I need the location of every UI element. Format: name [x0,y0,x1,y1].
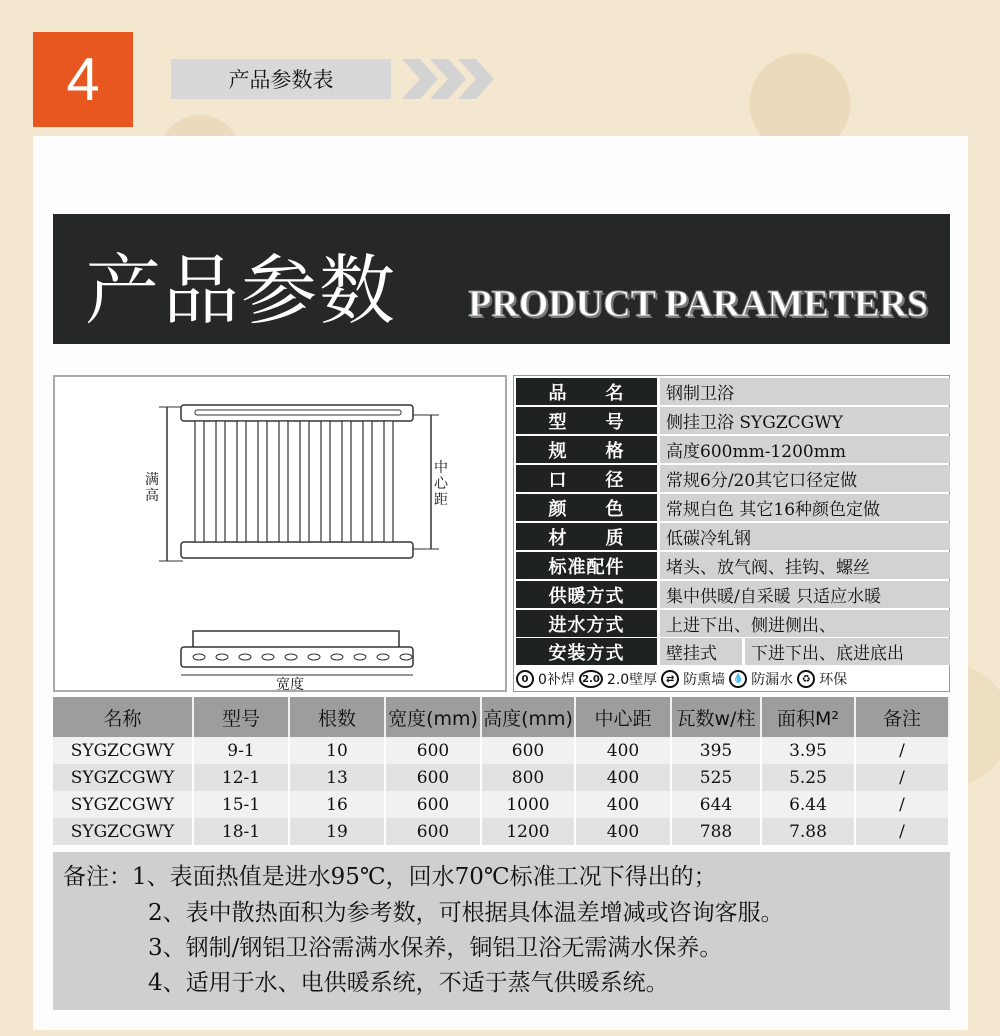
wall-thickness-icon: 2.0 [579,670,603,688]
table-cell: 395 [672,737,762,764]
table-cell: 19 [290,818,386,845]
table-cell: 600 [482,737,576,764]
spec-val-install-b: 下进下出、底进底出 [745,638,950,665]
table-cell: 600 [386,818,482,845]
spec-value: 集中供暖/自采暖 只适应水暖 [660,581,950,608]
table-cell: SYGZCGWY [53,791,194,818]
spec-value: 低碳冷轧钢 [660,523,950,550]
table-cell: SYGZCGWY [53,818,194,845]
spec-row [516,494,950,521]
note-2: 2、表中散热面积为参考数，可根据具体温差增减或咨询客服。 [148,900,784,926]
note-1: 备注：1、表面热值是进水95℃，回水70℃标准工况下得出的； [63,864,717,890]
table-cell: 18-1 [194,818,290,845]
table-row [53,791,950,818]
note-3: 3、钢制/钢铝卫浴需满水保养，铜铝卫浴无需满水保养。 [148,935,723,961]
table-cell: 644 [672,791,762,818]
spec-value: 堵头、放气阀、挂钩、螺丝 [660,552,950,579]
notes-box [53,852,950,1010]
spec-row [516,552,950,579]
table-cell: 600 [386,791,482,818]
model-table [53,697,950,845]
table-cell: 10 [290,737,386,764]
spec-row [516,610,950,637]
th-center-distance: 中心距 [576,697,672,737]
table-cell: / [856,764,950,791]
banner [53,214,950,344]
spec-key: 标准配件 [516,552,657,579]
table-row [53,818,950,845]
table-cell: 15-1 [194,791,290,818]
table-cell: 6.44 [762,791,856,818]
section-number-badge: 4 [33,32,133,127]
spec-key: 颜 色 [516,494,657,521]
spec-row [516,581,950,608]
spec-key: 口 径 [516,465,657,492]
table-cell: 800 [482,764,576,791]
chevron-arrows-icon [402,57,502,101]
table-cell: / [856,818,950,845]
table-cell: 16 [290,791,386,818]
table-cell: 9-1 [194,737,290,764]
table-row [53,737,950,764]
spec-value: 常规白色 其它16种颜色定做 [660,494,950,521]
radiator-diagram [53,375,507,692]
spec-row [516,407,950,434]
table-cell: 400 [576,764,672,791]
table-cell: 7.88 [762,818,856,845]
th-model: 型号 [194,697,290,737]
table-cell: 600 [386,737,482,764]
spec-row [516,465,950,492]
th-tube-count: 根数 [290,697,386,737]
table-cell: 400 [576,818,672,845]
section-title: 产品参数表 [171,59,391,99]
table-cell: 525 [672,764,762,791]
spec-val-install-a: 壁挂式 [660,638,742,665]
spec-value: 高度600mm-1200mm [660,436,950,463]
table-header-row [53,697,950,737]
spec-value: 常规6分/20其它口径定做 [660,465,950,492]
th-width: 宽度(mm) [386,697,482,737]
spec-value: 钢制卫浴 [660,378,950,405]
th-area: 面积M² [762,697,856,737]
note-4: 4、适用于水、电供暖系统，不适于蒸气供暖系统。 [148,970,669,996]
feature-label-anti-smoke: 防熏墙 [683,672,726,688]
table-cell: 13 [290,764,386,791]
feature-label-leak-proof: 防漏水 [751,672,794,688]
table-cell: / [856,791,950,818]
table-cell: 788 [672,818,762,845]
label-center-distance: 中 心 距 [434,460,448,508]
table-cell: SYGZCGWY [53,764,194,791]
th-remark: 备注 [856,697,950,737]
table-row [53,764,950,791]
zero-weld-icon: 0 [516,670,534,688]
table-cell: 400 [576,791,672,818]
feature-label-zero-weld: 0补焊 [538,672,575,688]
spec-sheet [513,375,950,692]
label-total-height: 满 高 [145,472,159,504]
spec-row-install [516,638,950,665]
spec-value: 上进下出、侧进侧出、 [660,610,950,637]
table-cell: 600 [386,764,482,791]
table-cell: 3.95 [762,737,856,764]
table-cell: 1000 [482,791,576,818]
spec-value: 侧挂卫浴 SYGZCGWY [660,407,950,434]
th-name: 名称 [53,697,194,737]
table-cell: 12-1 [194,764,290,791]
spec-key: 规 格 [516,436,657,463]
spec-key: 型 号 [516,407,657,434]
spec-row [516,523,950,550]
feature-strip [516,668,949,690]
spec-key: 材 质 [516,523,657,550]
banner-title-cn: 产品参数 [85,246,397,335]
spec-key: 进水方式 [516,610,657,637]
anti-smoke-icon: ⇄ [661,670,679,688]
spec-row [516,436,950,463]
spec-key: 品 名 [516,378,657,405]
table-cell: 400 [576,737,672,764]
spec-row [516,378,950,405]
table-cell: / [856,737,950,764]
eco-icon: ♻ [797,670,815,688]
feature-label-thickness: 2.0壁厚 [606,672,658,688]
table-cell: 1200 [482,818,576,845]
spec-key-install: 安装方式 [516,638,657,665]
spec-key: 供暖方式 [516,581,657,608]
label-width: 宽度 [276,677,304,693]
table-cell: 5.25 [762,764,856,791]
banner-title-en: PRODUCT PARAMETERS [468,283,928,325]
th-watts: 瓦数w/柱 [672,697,762,737]
feature-label-eco: 环保 [819,672,848,688]
leak-proof-icon: 💧 [729,670,747,688]
th-height: 高度(mm) [482,697,576,737]
table-cell: SYGZCGWY [53,737,194,764]
radiator-drawing [55,377,505,690]
